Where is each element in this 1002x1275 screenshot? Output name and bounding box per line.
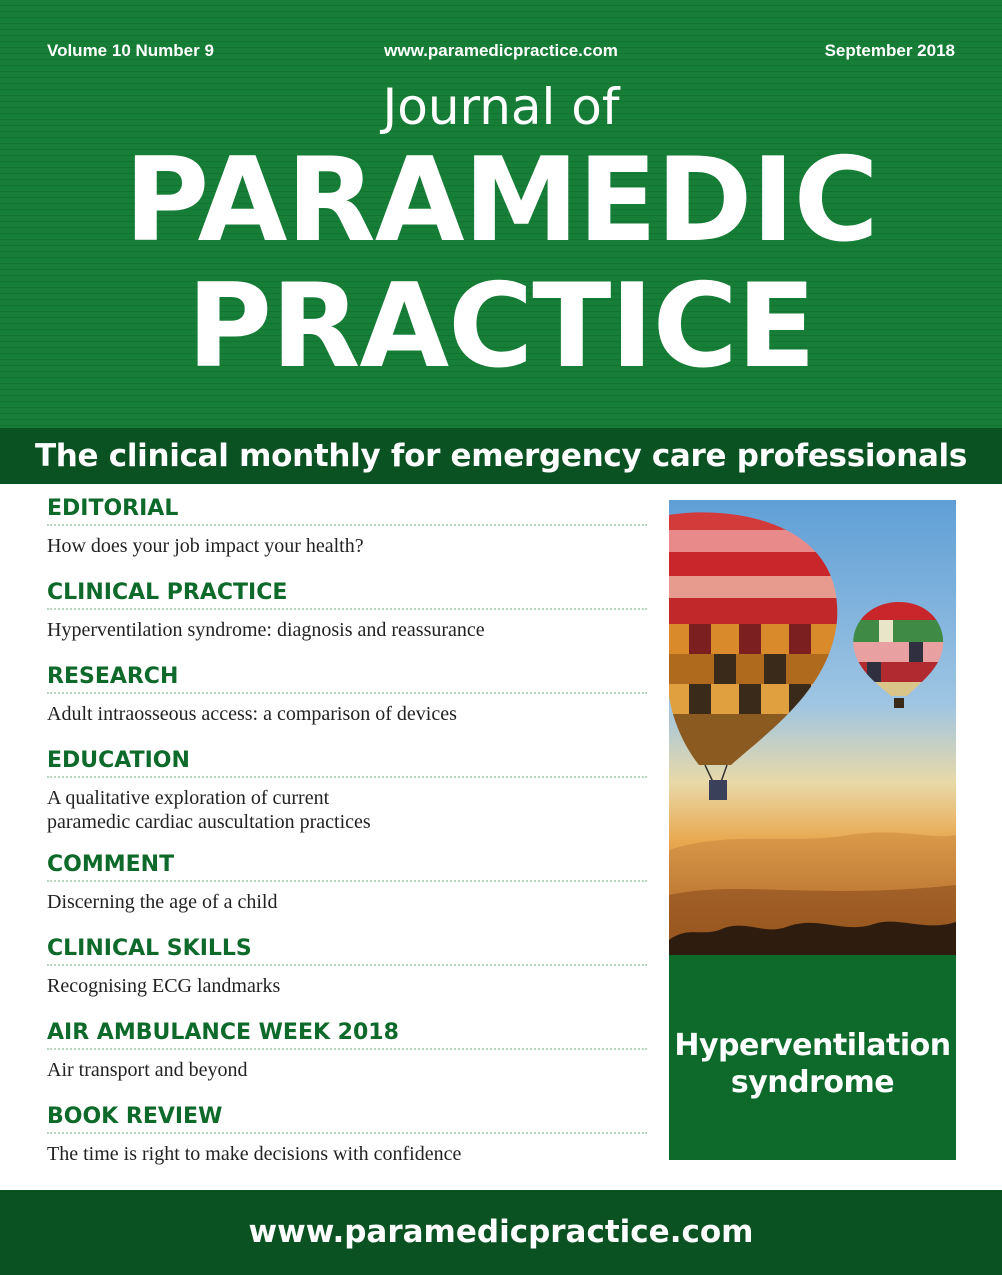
- title-paramedic: PARAMEDIC: [124, 133, 878, 268]
- feature-title: [669, 1027, 956, 1101]
- section-heading: BOOK REVIEW: [47, 1100, 647, 1134]
- contents-section-education: [47, 744, 647, 848]
- issue-date: September 2018: [824, 41, 955, 60]
- contents-section-air-ambulance-week: [47, 1016, 647, 1100]
- section-article: Recognising ECG landmarks: [47, 975, 281, 997]
- section-article: Adult intraosseous access: a comparison of devices: [47, 703, 457, 725]
- section-heading: EDITORIAL: [47, 492, 647, 526]
- section-heading: CLINICAL SKILLS: [47, 932, 647, 966]
- contents-list: [47, 492, 647, 1184]
- contents-section-comment: [47, 848, 647, 932]
- section-article: The time is right to make decisions with confidence: [47, 1143, 462, 1165]
- contents-section-clinical-skills: [47, 932, 647, 1016]
- section-article: Air transport and beyond: [47, 1059, 248, 1081]
- section-heading: COMMENT: [47, 848, 647, 882]
- section-article: Hyperventilation syndrome: diagnosis and reassurance: [47, 619, 485, 641]
- website-top: www.paramedicpractice.com: [384, 41, 618, 60]
- section-heading: EDUCATION: [47, 744, 647, 778]
- section-heading: CLINICAL PRACTICE: [47, 576, 647, 610]
- feature-box: [669, 955, 956, 1160]
- section-article: [47, 778, 647, 848]
- volume-number: Volume 10 Number 9: [47, 41, 214, 60]
- section-article: Discerning the age of a child: [47, 891, 278, 913]
- contents-section-editorial: [47, 492, 647, 576]
- article-line-1: A qualitative exploration of current: [47, 787, 330, 809]
- contents-section-book-review: [47, 1100, 647, 1184]
- journal-of-label: Journal of: [382, 78, 620, 136]
- contents-section-research: [47, 660, 647, 744]
- contents-section-clinical-practice: [47, 576, 647, 660]
- article-line-2: paramedic cardiac auscultation practices: [47, 811, 371, 833]
- title-practice: PRACTICE: [187, 259, 815, 394]
- feature-title-line-2: syndrome: [730, 1065, 895, 1100]
- feature-title-line-1: Hyperventilation: [674, 1028, 951, 1063]
- tagline: The clinical monthly for emergency care professionals: [0, 428, 1002, 484]
- hot-air-balloons-photo: [669, 500, 956, 955]
- section-heading: RESEARCH: [47, 660, 647, 694]
- masthead: [0, 0, 1002, 428]
- section-heading: AIR AMBULANCE WEEK 2018: [47, 1016, 647, 1050]
- footer-website: www.paramedicpractice.com: [0, 1190, 1002, 1275]
- issue-info-line: [47, 41, 955, 65]
- section-article: How does your job impact your health?: [47, 535, 364, 557]
